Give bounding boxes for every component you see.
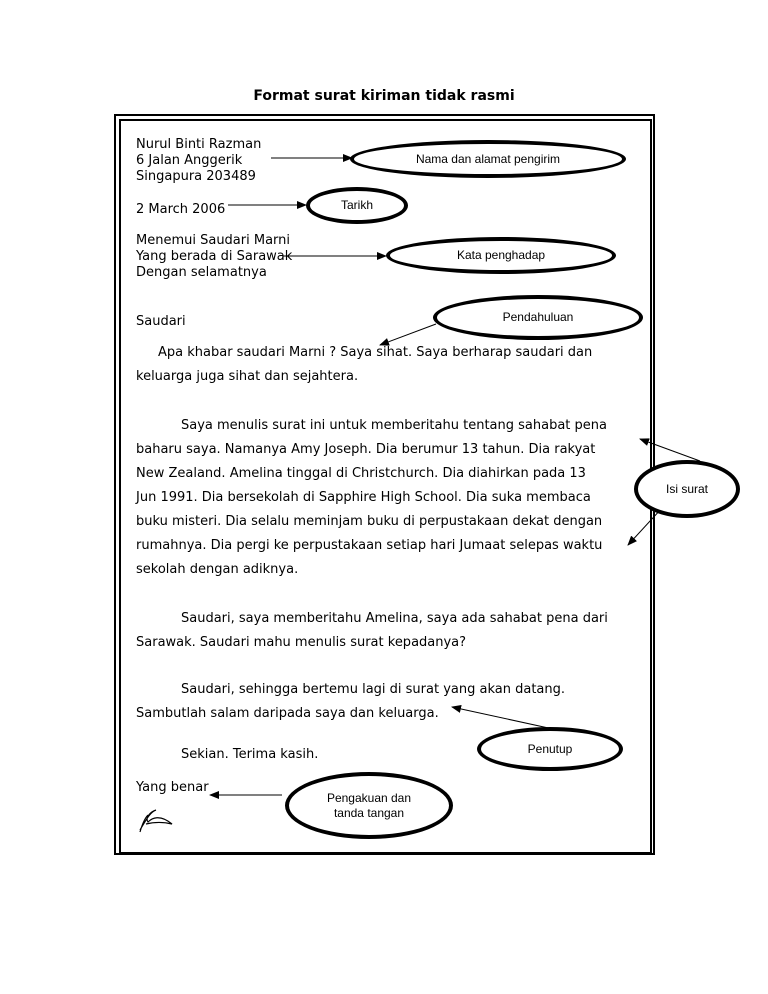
- paragraph-line: baharu saya. Namanya Amy Joseph. Dia berumur 13 tahun. Dia rakyat: [136, 442, 596, 457]
- arrow-intro: [380, 324, 436, 345]
- label-signature: [285, 772, 453, 839]
- label-date: Tarikh: [306, 187, 408, 224]
- recipient-line2: Yang berada di Sarawak: [136, 249, 293, 264]
- label-sender-address: Nama dan alamat pengirim: [350, 140, 626, 178]
- salutation: Saudari: [136, 314, 186, 329]
- arrow-closing: [452, 707, 553, 729]
- label-intro: Pendahuluan: [433, 295, 643, 340]
- label-closing: Penutup: [477, 727, 623, 771]
- sender-address-line2: Singapura 203489: [136, 169, 256, 184]
- label-signature-line1: Pengakuan dan: [326, 790, 412, 805]
- sender-address-line1: 6 Jalan Anggerik: [136, 153, 243, 168]
- label-signature-line2: tanda tangan: [333, 805, 405, 820]
- recipient-line1: Menemui Saudari Marni: [136, 233, 291, 248]
- paragraph-line: New Zealand. Amelina tinggal di Christchurch. Dia diahirkan pada 13: [136, 466, 586, 481]
- letter-date: 2 March 2006: [136, 202, 226, 217]
- paragraph-line: buku misteri. Dia selalu meminjam buku di perpustakaan dekat dengan: [136, 514, 603, 529]
- paragraph-line: Saudari, sehingga bertemu lagi di surat yang akan datang.: [181, 682, 566, 697]
- recipient-line3: Dengan selamatnya: [136, 265, 267, 280]
- arrow-content-top: [640, 439, 700, 461]
- signature-scribble: [140, 810, 172, 832]
- paragraph-line: Saya menulis surat ini untuk memberitahu tentang sahabat pena: [181, 418, 607, 433]
- paragraph-line: Sarawak. Saudari mahu menulis surat kepadanya?: [136, 635, 467, 650]
- sender-name: Nurul Binti Razman: [136, 137, 262, 152]
- thanks-text: Sekian. Terima kasih.: [181, 747, 319, 762]
- signoff: Yang benar: [136, 780, 209, 795]
- paragraph-line: Saudari, saya memberitahu Amelina, saya ada sahabat pena dari: [181, 611, 608, 626]
- paragraph-line: Apa khabar saudari Marni ? Saya sihat. Saya berharap saudari dan: [158, 345, 593, 360]
- label-content: Isi surat: [634, 460, 740, 518]
- page-title: Format surat kiriman tidak rasmi: [253, 88, 515, 104]
- arrow-content-bottom: [628, 508, 662, 545]
- paragraph-line: rumahnya. Dia pergi ke perpustakaan setiap hari Jumaat selepas waktu: [136, 538, 603, 553]
- paragraph-line: sekolah dengan adiknya.: [136, 562, 299, 577]
- label-greeting: Kata penghadap: [386, 237, 616, 274]
- paragraph-line: Jun 1991. Dia bersekolah di Sapphire High School. Dia suka membaca: [136, 490, 591, 505]
- paragraph-line: keluarga juga sihat dan sejahtera.: [136, 369, 359, 384]
- paragraph-line: Sambutlah salam daripada saya dan keluarga.: [136, 706, 439, 721]
